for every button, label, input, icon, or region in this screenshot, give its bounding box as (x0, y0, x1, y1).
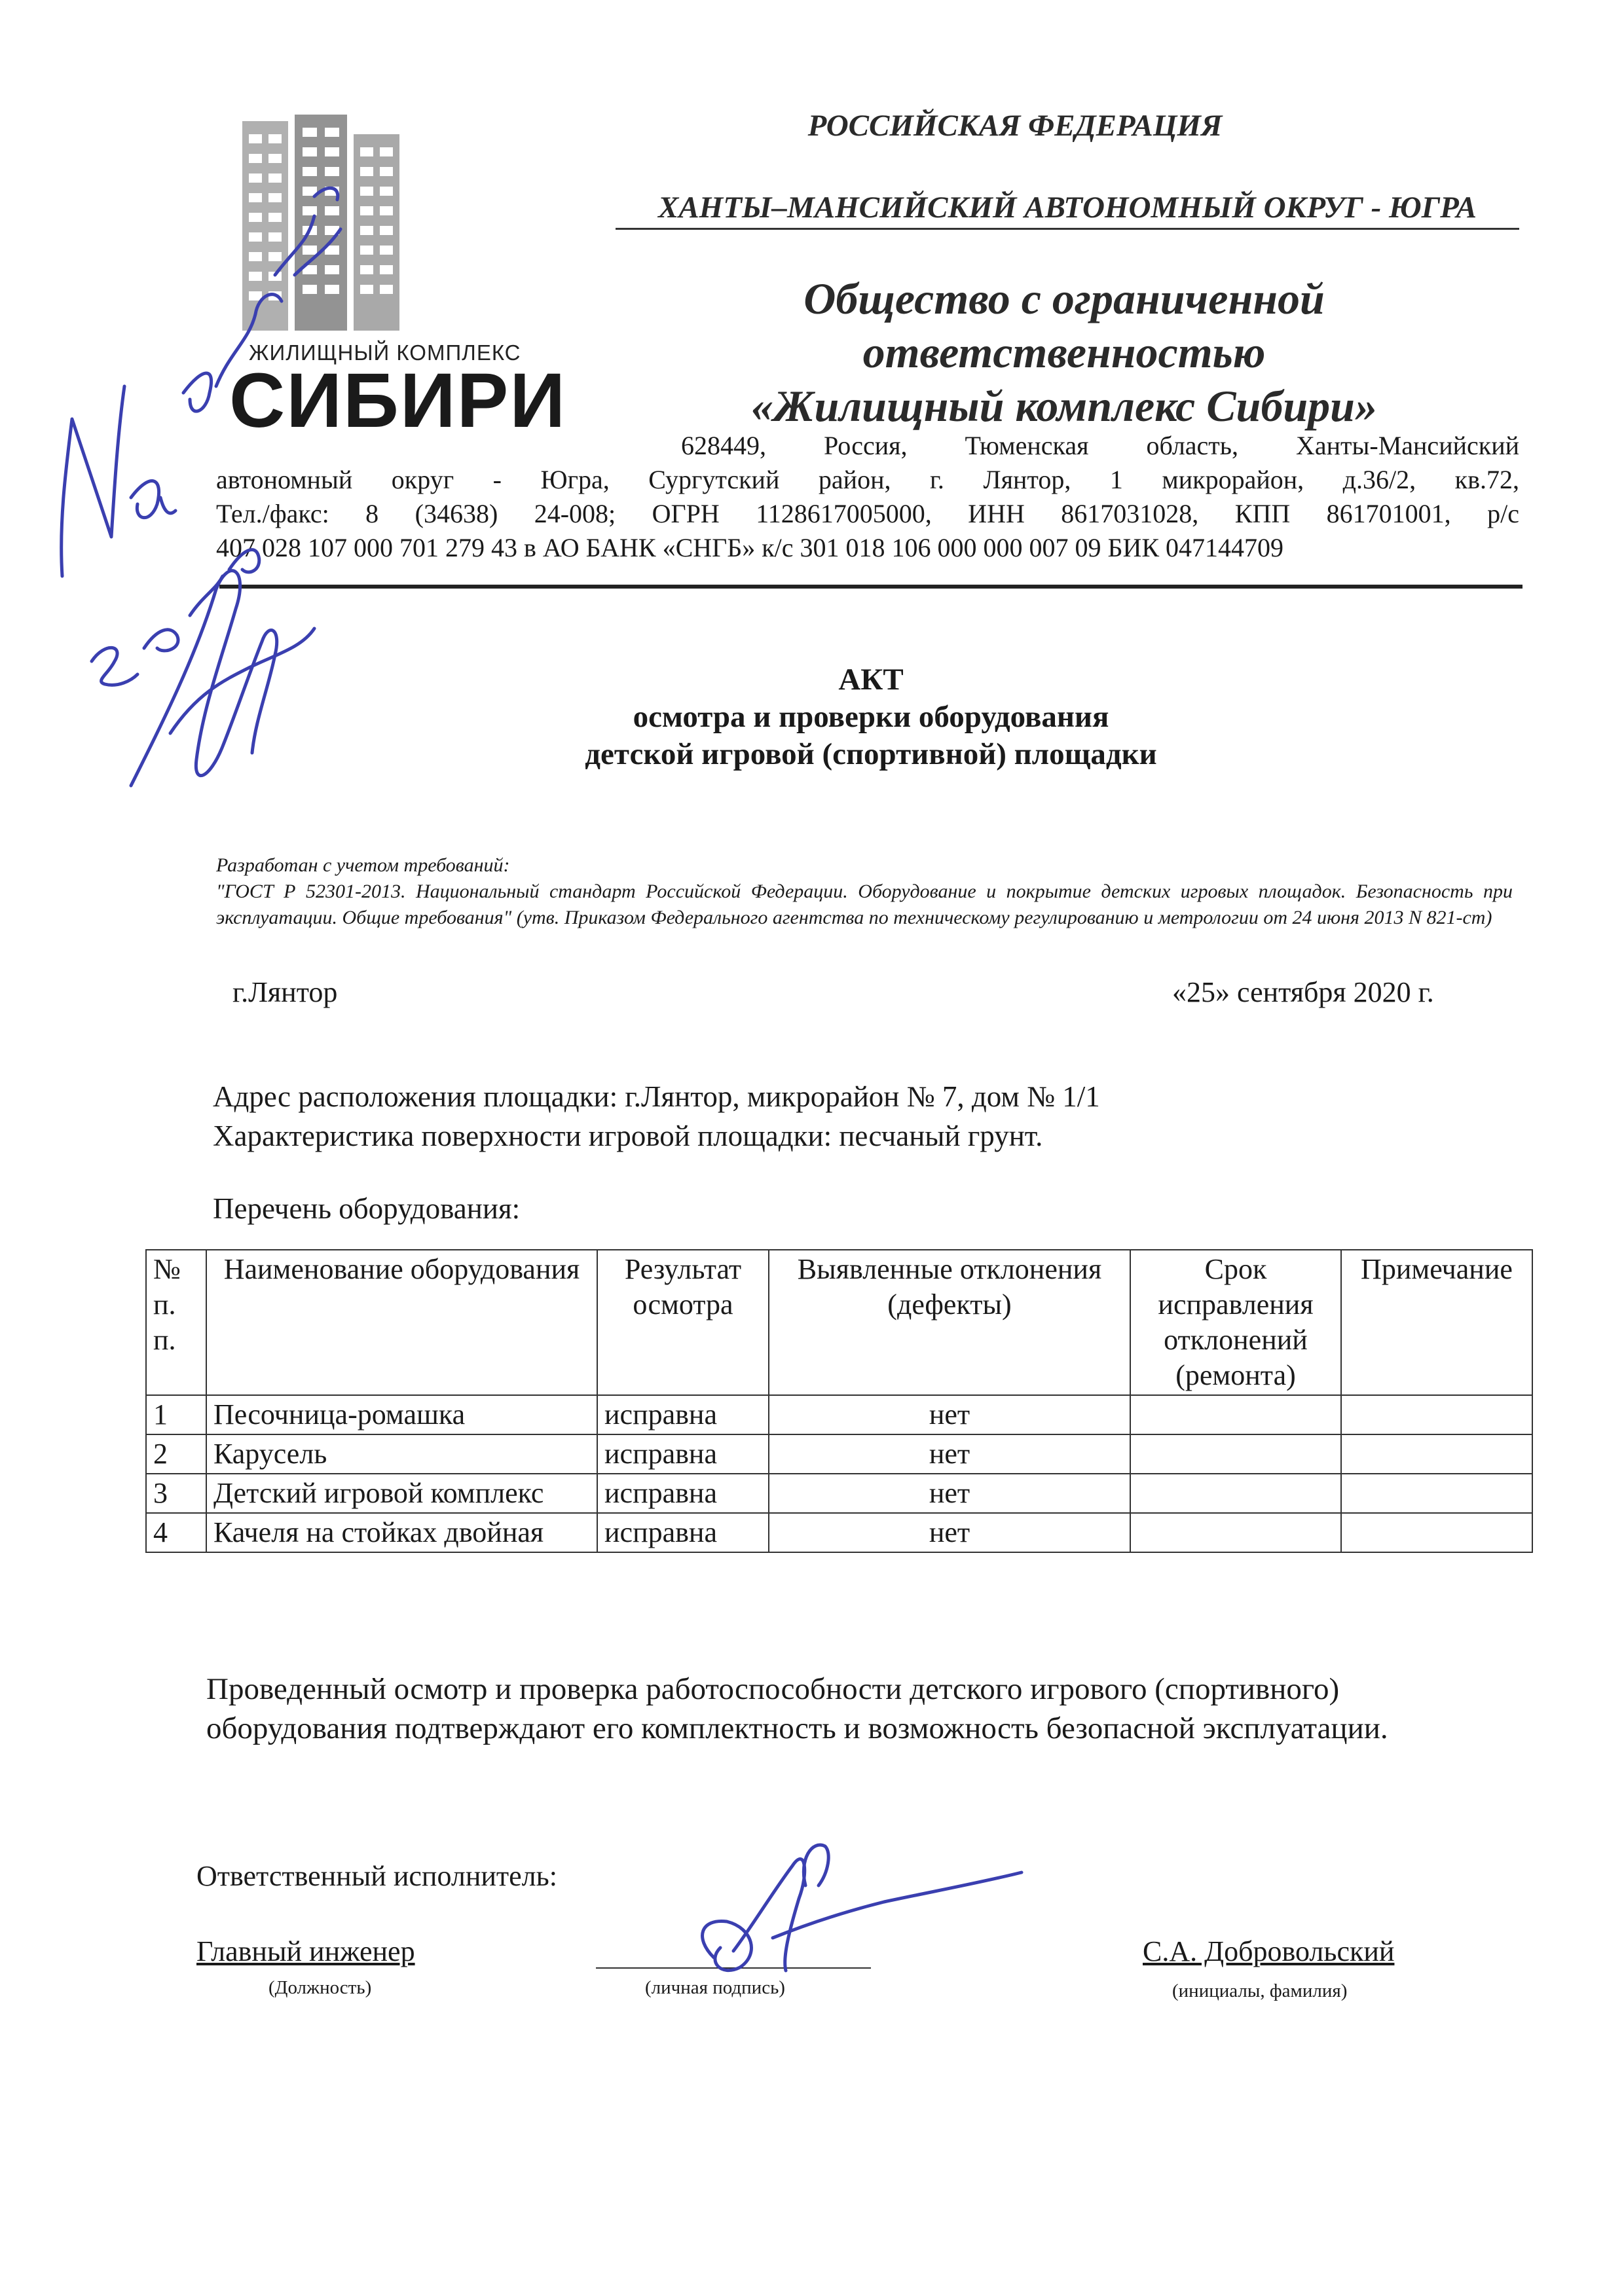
cell-defects: нет (769, 1434, 1130, 1474)
cell-name: Качеля на стойках двойная (206, 1513, 597, 1552)
table-row (146, 1513, 1532, 1552)
site-surface: Характеристика поверхности игровой площадки: песчаный грунт. (213, 1120, 1043, 1152)
signature-caption: (личная подпись) (645, 1977, 785, 1998)
site-info (213, 1077, 1457, 1156)
table-row (146, 1474, 1532, 1513)
col-header-name: Наименование оборудования (206, 1250, 597, 1395)
cell-result: исправна (597, 1395, 769, 1434)
cell-name: Карусель (206, 1434, 597, 1474)
basis-standard: "ГОСТ Р 52301-2013. Национальный стандарт Российской Федерации. Оборудование и покрытие детских игровых площадок. Безопасность при эксплуатации. Общие требования" (утв. Приказом Федерального агентства по техническому регулированию и метрологии от 24 июня 2013 N 821-ст) (216, 881, 1513, 928)
cell-name: Песочница-ромашка (206, 1395, 597, 1434)
cell-result: исправна (597, 1434, 769, 1474)
col-header-result: Результат осмотра (597, 1250, 769, 1395)
cell-num: 2 (146, 1434, 206, 1474)
cell-num: 3 (146, 1474, 206, 1513)
address-line-1: 628449, Россия, Тюменская область, Ханты-Мансийский (681, 431, 1519, 460)
cell-num: 4 (146, 1513, 206, 1552)
org-line-1: Общество с ограниченной (803, 274, 1325, 323)
cell-result: исправна (597, 1474, 769, 1513)
table-row (146, 1434, 1532, 1474)
title-line-3: детской игровой (спортивной) площадки (585, 737, 1157, 771)
logo-name: СИБИРИ (229, 357, 567, 444)
conclusion-text: Проведенный осмотр и проверка работоспособности детского игрового (спортивного) оборудования подтверждают его комплектность и возможность безопасной эксплуатации. (206, 1672, 1388, 1745)
region-underline (616, 228, 1519, 230)
table-row (146, 1395, 1532, 1434)
region-heading: ХАНТЫ–МАНСИЙСКИЙ АВТОНОМНЫЙ ОКРУГ - ЮГРА (657, 191, 1477, 225)
signature-line (596, 1967, 871, 1969)
document-title (458, 661, 1283, 773)
title-act: АКТ (838, 663, 904, 697)
equipment-table (145, 1249, 1533, 1553)
table-header-row (146, 1250, 1532, 1395)
cell-defects: нет (769, 1474, 1130, 1513)
org-line-3: «Жилищный комплекс Сибири» (751, 381, 1377, 431)
place-of-issue: г.Лянтор (232, 976, 338, 1008)
bank-details-line: 407 028 107 000 701 279 43 в АО БАНК «СНГБ» к/с 301 018 106 000 000 007 09 БИК 047144709 (216, 533, 1284, 562)
cell-note (1341, 1474, 1532, 1513)
cell-defects: нет (769, 1395, 1130, 1434)
phone-ogrn-line: Тел./факс: 8 (34638) 24-008; ОГРН 1128617005000, ИНН 8617031028, КПП 861701001, р/с (216, 499, 1519, 528)
signer-name: С.А. Добровольский (1143, 1935, 1395, 1967)
col-header-num: № п. п. (146, 1250, 206, 1395)
equipment-list-label: Перечень оборудования: (213, 1192, 521, 1225)
header-divider (219, 585, 1522, 589)
col-header-note: Примечание (1341, 1250, 1532, 1395)
country-heading: РОССИЙСКАЯ ФЕДЕРАЦИЯ (807, 109, 1223, 143)
signer-name-caption: (инициалы, фамилия) (1172, 1980, 1348, 2001)
regulatory-basis (216, 852, 1513, 931)
cell-defects: нет (769, 1513, 1130, 1552)
position-caption: (Должность) (268, 1977, 372, 1998)
responsible-label: Ответственный исполнитель: (196, 1860, 557, 1892)
position-value: Главный инженер (196, 1935, 415, 1967)
cell-result: исправна (597, 1513, 769, 1552)
cell-term (1130, 1395, 1341, 1434)
cell-note (1341, 1395, 1532, 1434)
address-line-2: автономный округ - Югра, Сургутский район, г. Лянтор, 1 микрорайон, д.36/2, кв.72, (216, 465, 1519, 494)
cell-term (1130, 1474, 1341, 1513)
site-address: Адрес расположения площадки: г.Лянтор, микрорайон № 7, дом № 1/1 (213, 1080, 1100, 1113)
basis-intro: Разработан с учетом требований: (216, 854, 510, 876)
org-line-2: ответственностью (862, 327, 1266, 377)
organization-requisites (216, 429, 1519, 565)
col-header-defects: Выявленные отклонения (дефекты) (769, 1250, 1130, 1395)
cell-term (1130, 1434, 1341, 1474)
document-date: «25» сентября 2020 г. (1172, 976, 1434, 1008)
title-line-2: осмотра и проверки оборудования (633, 700, 1109, 734)
cell-note (1341, 1513, 1532, 1552)
cell-name: Детский игровой комплекс (206, 1474, 597, 1513)
cell-note (1341, 1434, 1532, 1474)
col-header-term: Срок исправления отклонений (ремонта) (1130, 1250, 1341, 1395)
cell-num: 1 (146, 1395, 206, 1434)
organization-name (655, 272, 1473, 433)
cell-term (1130, 1513, 1341, 1552)
logo-subtitle: ЖИЛИЩНЫЙ КОМПЛЕКС (249, 340, 521, 365)
